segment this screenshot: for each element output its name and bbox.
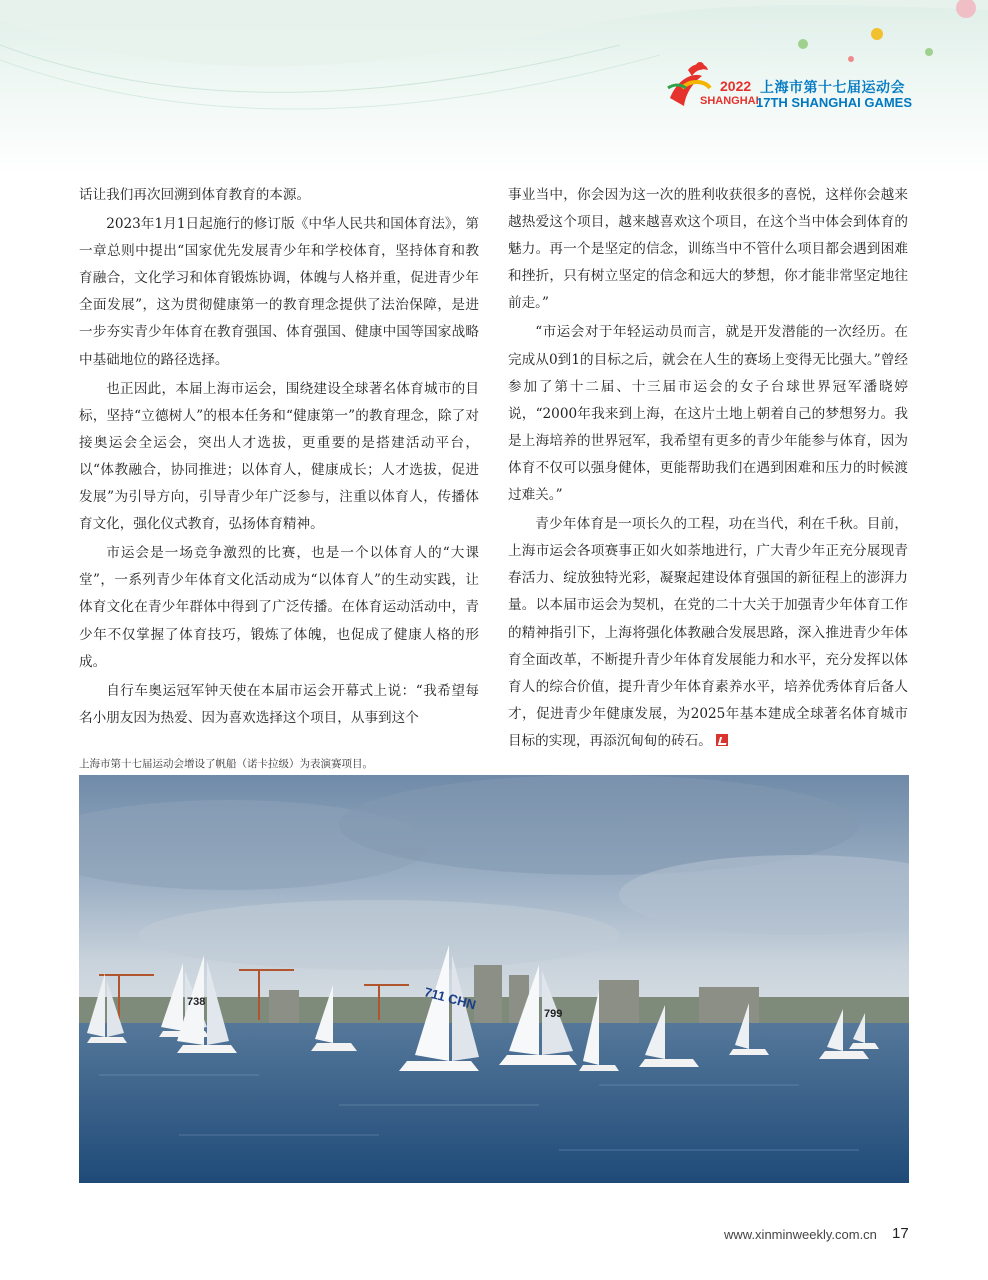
sailing-photo <box>79 775 909 1183</box>
footer-url[interactable]: www.xinminweekly.com.cn <box>724 1227 877 1242</box>
paragraph: 话让我们再次回溯到体育教育的本源。 <box>79 187 311 203</box>
paragraph: 市运会是一场竞争激烈的比赛，也是一个以体育人的“大课堂”，一系列青少年体育文化活动成为“以体育人”的生动实践，让体育文化在青少年群体中得到了广泛传播。在体育运动活动中，青少年不仅掌握了体育技巧，锻炼了体魄，也促成了健康人格的形成。 <box>79 545 479 670</box>
logo-city: SHANGHAI <box>700 95 759 107</box>
sail-number: 711 CHN <box>422 984 478 1013</box>
paragraph: “市运会对于年轻运动员而言，就是开发潜能的一次经历。在完成从0到1的目标之后，就会在人生的赛场上变得无比强大。”曾经参加了第十二届、十三届市运会的女子台球世界冠军潘晓婷说，“2000年我来到上海，在这片土地上朝着自己的梦想努力。我是上海培养的世界冠军，我希望有更多的青少年能参与体育，因为体育不仅可以强身健体，更能帮助我们在遇到困难和压力的时候渡过难关。” <box>508 324 908 504</box>
paragraph-text: 青少年体育是一项长久的工程，功在当代，利在千秋。目前，上海市运会各项赛事正如火如荼地进行，广大青少年正充分展现青春活力、绽放独特光彩，凝聚起建设体育强国的新征程上的澎湃力量。以本届市运会为契机，在党的二十大关于加强青少年体育工作的精神指引下，上海将强化体教融合发展思路，深入推进青少年体育全面改革，不断提升青少年体育发展能力和水平，充分发挥以体育人的综合价值，提升青少年体育素养水平，培养优秀体育后备人才，促进青少年健康发展，为2025年基本建成全球著名体育城市目标的实现，再添沉甸甸的砖石。 <box>508 516 908 749</box>
paragraph: 自行车奥运冠军钟天使在本届市运会开幕式上说：“我希望每名小朋友因为热爱、因为喜欢选择这个项目，从事到这个 <box>79 682 479 726</box>
header-banner <box>0 0 988 175</box>
paragraph: 事业当中，你会因为这一次的胜利收获很多的喜悦，这样你会越来越热爱这个项目，越来越喜欢这个项目，在这个当中体会到体育的魅力。再一个是坚定的信念，训练当中不管什么项目都会遇到困难和挫折，只有树立坚定的信念和远大的梦想，你才能非常坚定地往前走。” <box>508 187 908 312</box>
paragraph: 2023年1月1日起施行的修订版《中华人民共和国体育法》，第一章总则中提出“国家优先发展青少年和学校体育，坚持体育和教育融合，文化学习和体育锻炼协调，体魄与人格并重，促进青少年全面发展”，这为贯彻健康第一的教育理念提供了法治保障，是进一步夯实青少年体育在教育强国、体育强国、健康中国等国家战略中基础地位的路径选择。 <box>79 216 479 368</box>
shanghai-games-logo <box>664 58 924 118</box>
sailing-scene <box>79 775 909 1183</box>
logo-title-en: 17TH SHANGHAI GAMES <box>756 95 913 110</box>
logo-year: 2022 <box>720 78 752 94</box>
end-of-article-icon <box>716 734 728 746</box>
paragraph-final <box>508 511 908 755</box>
photo-caption: 上海市第十七届运动会增设了帆船（诺卡拉级）为表演赛项目。 <box>79 758 373 770</box>
paragraph: 也正因此，本届上海市运会，围绕建设全球著名体育城市的目标，坚持“立德树人”的根本任务和“健康第一”的教育理念，除了对接奥运会全运会，突出人才选拔，更重要的是搭建活动平台，以“体教融合，协同推进；以体育人，健康成长；人才选拔，促进发展”为引导方向，引导青少年广泛参与，注重以体育人，传播体育文化，强化仪式教育，弘扬体育精神。 <box>79 380 479 533</box>
article-column-right <box>508 182 908 757</box>
logo-title-cn: 上海市第十七届运动会 <box>760 80 905 96</box>
article-column-left <box>79 182 479 734</box>
sail-number: 799 <box>544 1008 563 1020</box>
sail-number: 738 <box>187 996 206 1008</box>
page-number: 17 <box>892 1225 909 1242</box>
